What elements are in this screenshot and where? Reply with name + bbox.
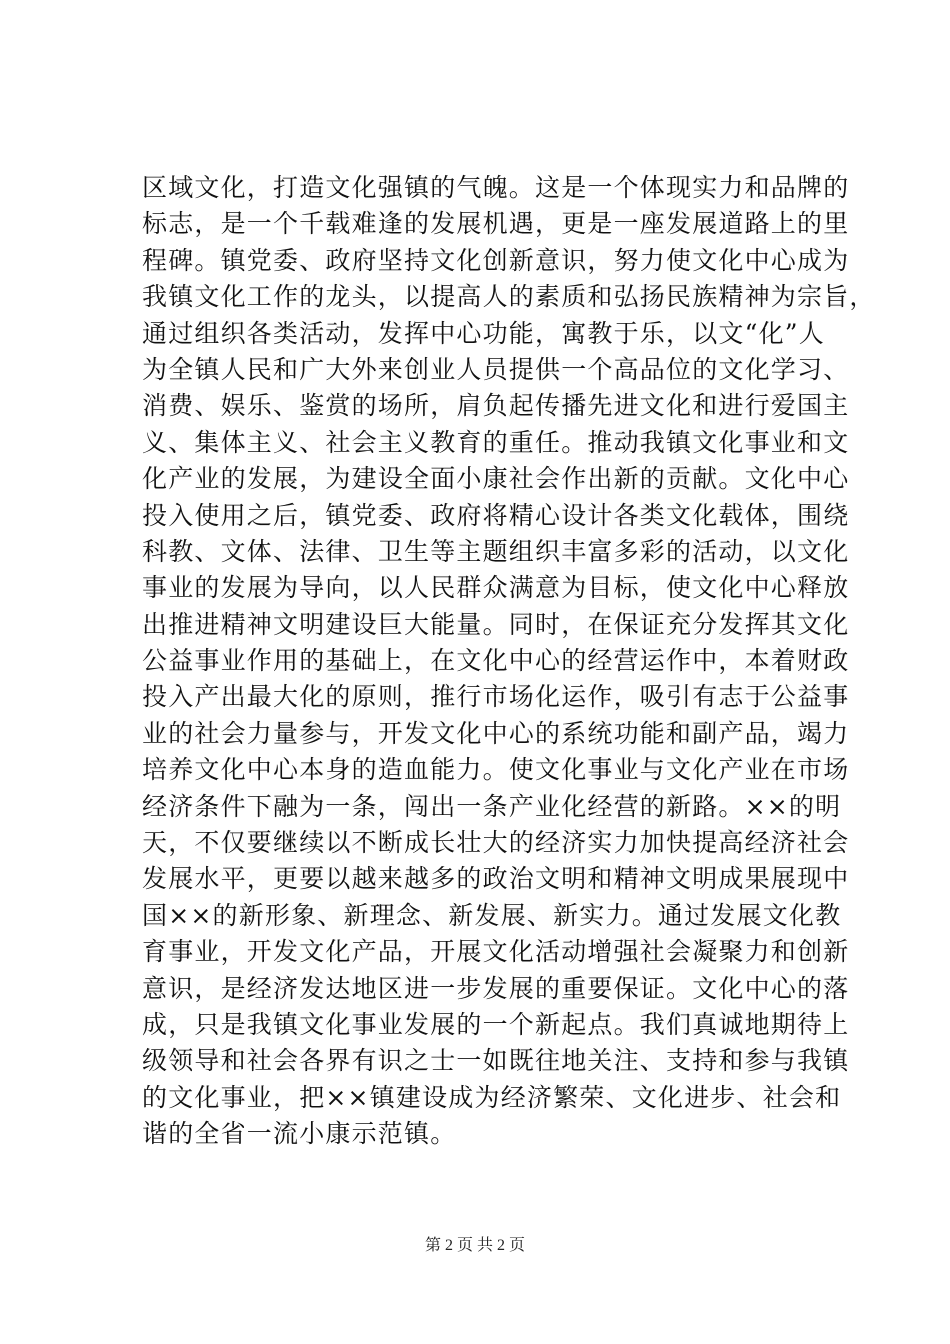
text-line: 通过组织各类活动，发挥中心功能，寓教于乐，以文“化”人 — [142, 318, 825, 348]
text-line: 投入使用之后，镇党委、政府将精心设计各类文化载体，围绕 — [142, 500, 850, 530]
text-line: 谐的全省一流小康示范镇。 — [142, 1119, 457, 1149]
text-line: 天，不仅要继续以不断成长壮大的经济实力加快提高经济社会 — [142, 828, 850, 858]
text-line: 出推进精神文明建设巨大能量。同时，在保证充分发挥其文化 — [142, 609, 850, 639]
text-line: 消费、娱乐、鉴赏的场所，肩负起传播先进文化和进行爱国主 — [142, 391, 850, 421]
text-line: 经济条件下融为一条，闯出一条产业化经营的新路。××的明 — [142, 791, 842, 821]
text-line: 国××的新形象、新理念、新发展、新实力。通过发展文化教 — [142, 900, 842, 930]
text-line: 程碑。镇党委、政府坚持文化创新意识，努力使文化中心成为 — [142, 245, 850, 275]
text-line: 义、集体主义、社会主义教育的重任。推动我镇文化事业和文 — [142, 427, 850, 457]
text-line: 为全镇人民和广大外来创业人员提供一个高品位的文化学习、 — [142, 354, 850, 384]
page-footer: 第 2 页 共 2 页 — [424, 1237, 525, 1254]
text-line: 投入产出最大化的原则，推行市场化运作，吸引有志于公益事 — [142, 682, 850, 712]
text-line: 科教、文体、法律、卫生等主题组织丰富多彩的活动，以文化 — [142, 536, 850, 566]
text-line: 培养文化中心本身的造血能力。使文化事业与文化产业在市场 — [142, 755, 850, 785]
text-line: 成，只是我镇文化事业发展的一个新起点。我们真诚地期待上 — [142, 1009, 850, 1039]
text-line: 我镇文化工作的龙头，以提高人的素质和弘扬民族精神为宗旨， — [142, 282, 876, 312]
text-line: 的文化事业，把××镇建设成为经济繁荣、文化进步、社会和 — [142, 1082, 842, 1112]
body-paragraph — [142, 170, 876, 1153]
text-line: 意识，是经济发达地区进一步发展的重要保证。文化中心的落 — [142, 973, 850, 1003]
text-line: 业的社会力量参与，开发文化中心的系统功能和副产品，竭力 — [142, 718, 850, 748]
text-line: 区域文化，打造文化强镇的气魄。这是一个体现实力和品牌的 — [142, 173, 850, 202]
text-line: 育事业，开发文化产品，开展文化活动增强社会凝聚力和创新 — [142, 937, 850, 967]
text-line: 公益事业作用的基础上，在文化中心的经营运作中，本着财政 — [142, 646, 850, 676]
text-line: 发展水平，更要以越来越多的政治文明和精神文明成果展现中 — [142, 864, 850, 894]
text-line: 事业的发展为导向，以人民群众满意为目标，使文化中心释放 — [142, 573, 850, 603]
text-line: 级领导和社会各界有识之士一如既往地关注、支持和参与我镇 — [142, 1046, 850, 1076]
text-line: 标志，是一个千载难逢的发展机遇，更是一座发展道路上的里 — [142, 209, 850, 239]
text-line: 化产业的发展，为建设全面小康社会作出新的贡献。文化中心 — [142, 464, 850, 494]
